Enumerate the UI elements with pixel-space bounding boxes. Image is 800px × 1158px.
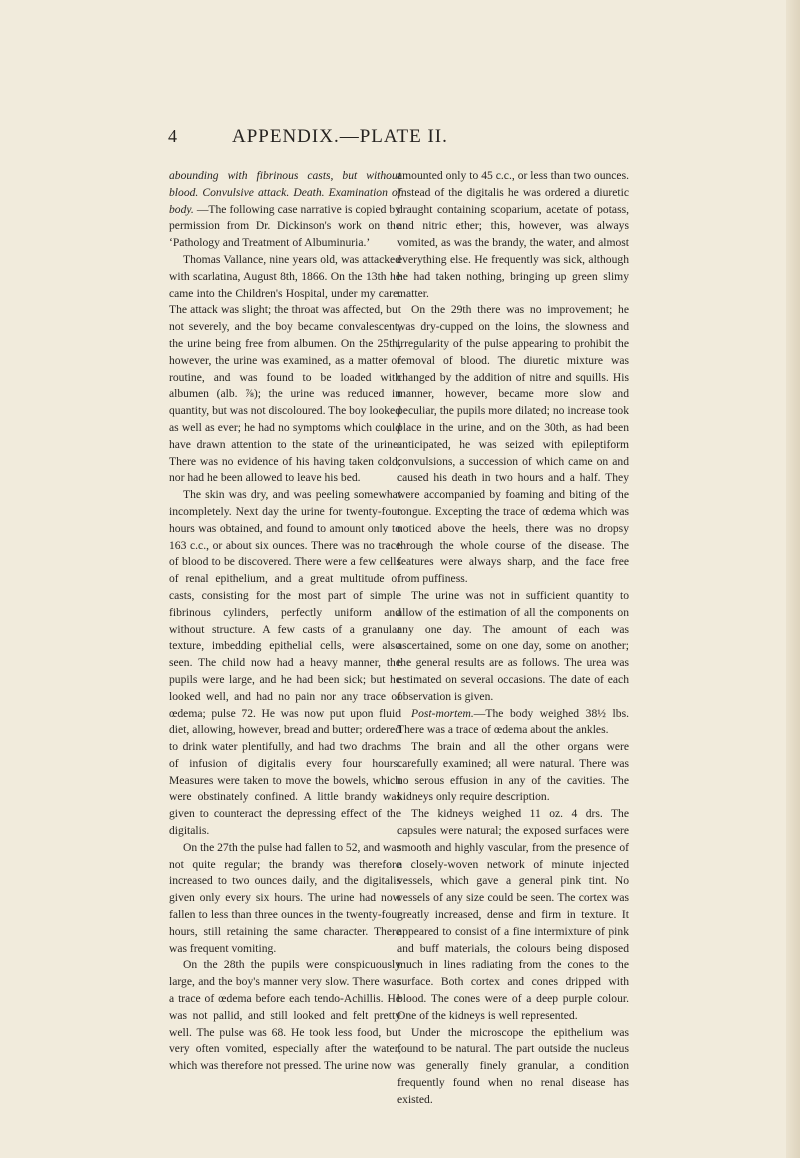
right-column — [397, 168, 629, 1109]
paragraph — [169, 168, 401, 252]
paragraph: On the 27th the pulse had fallen to 52, and was not quite regular; the brandy was therefore increased to two ounces daily, and the digitalis given only every six hours. The urine had now fallen to less than three ounces in the twenty-four hours, still retaining the same character. There was frequent vomiting. — [169, 840, 401, 955]
paragraph: The brain and all the other organs were carefully examined; all were natural. There was no serous effusion in any of the cavities. The kidneys only require description. — [397, 740, 629, 804]
paragraph: The skin was dry, and was peeling somewhat incompletely. Next day the urine for twenty-four hours was obtained, and found to amount only to 163 c.c., or about six ounces. There was no trace of blood to be discovered. There were a few cells of renal epithelium, and a great multitude of casts, consisting for the most part of simple fibrinous cylinders, perfectly uniform and without structure. A few casts of a granular texture, imbedding epithelial cells, were also seen. The child now had a heavy manner, the pupils were large, and he had been sick; but he looked well, and had no pain nor any trace of œdema; pulse 72. He was now put upon fluid diet, allowing, however, bread and butter; ordered to drink water plentifully, and had two drachms of infusion of digitalis every four hours. Measures were taken to move the bowels, which were obstinately confined. A little brandy was given to counteract the depressing effect of the digitalis. — [169, 488, 401, 838]
page-number: 4 — [168, 126, 178, 146]
page-header — [168, 126, 638, 150]
page-edge — [786, 0, 800, 1158]
paragraph: On the 29th there was no improvement; he was dry-cupped on the loins, the slowness and irregularity of the pulse appearing to prohibit the removal of blood. The diuretic mixture was changed by the addition of nitre and squills. His manner, however, became more slow and peculiar, the pupils more dilated; no increase took place in the urine, and on the 30th, as had been anticipated, he was seized with epileptiform convulsions, a succession of which came on and caused his death in two hours and a half. They were accompanied by foaming and biting of the tongue. Excepting the trace of œdema which was noticed above the heels, there was no dropsy through the whole course of the disease. The features were always sharp, and the face free from puffiness. — [397, 303, 629, 586]
paragraph: The kidneys weighed 11 oz. 4 drs. The capsules were natural; the exposed surfaces were smooth and highly vascular, from the presence of a closely-woven network of minute injected vessels, which gave a general pink tint. No vessels of any size could be seen. The cortex was greatly increased, dense and firm in texture. It appeared to consist of a fine intermixture of pink and buff materials, the colours being disposed much in lines radiating from the cones to the surface. Both cortex and cones dripped with blood. The cones were of a deep purple colour. One of the kidneys is well represented. — [397, 807, 629, 1022]
paragraph: The urine was not in sufficient quantity to allow of the estimation of all the components on any one day. The amount of each was ascertained, some on one day, some on another; the general results are as follows. The urea was estimated on several occasions. The date of each observation is given. — [397, 588, 629, 703]
paragraph: Under the microscope the epithelium was found to be natural. The part outside the nucleus was generally finely granular, a condition frequently found when no renal disease has existed. — [397, 1025, 629, 1106]
paragraph: On the 28th the pupils were conspicuously large, and the boy's manner very slow. There was a trace of œdema before each tendo-Achillis. He was not pallid, and still looked and felt pretty well. The pulse was 68. He took less food, but very often vomited, especially after the water, which was therefore not pressed. The urine now — [169, 958, 401, 1073]
left-column — [169, 168, 401, 1075]
italic-heading: Post-mortem. — [411, 706, 474, 720]
paragraph-text: —The body weighed 38½ lbs. There was a trace of œdema about the ankles. — [397, 706, 629, 737]
paragraph: amounted only to 45 c.c., or less than two ounces. Instead of the digitalis he was ordered a diuretic draught containing scoparium, acetate of potass, and nitric ether; this, however, was always vomited, as was the brandy, the water, and almost everything else. He frequently was sick, although he had taken nothing, bringing up green slimy matter. — [397, 169, 629, 300]
paragraph-text: —The following case narrative is copied by permission from Dr. Dickinson's work on the ‘Pathology and Treatment of Albuminuria.’ — [169, 202, 402, 250]
paragraph: Thomas Vallance, nine years old, was attacked with scarlatina, August 8th, 1866. On the 13th he came into the Children's Hospital, under my care. The attack was slight; the throat was affected, but not severely, and the boy became convalescent, the urine being free from albumen. On the 25th, however, the urine was examined, as a matter of routine, and was found to be loaded with albumen (alb. ⅞); the urine was reduced in quantity, but was not discoloured. The boy looked as well as ever; he had no symptoms which could have drawn attention to the state of the urine. There was no evidence of his having taken cold; nor had he been allowed to leave his bed. — [169, 252, 401, 485]
running-title: APPENDIX.—PLATE II. — [232, 126, 448, 147]
paragraph — [397, 706, 629, 740]
italic-heading: abounding with fibrinous casts, but without blood. Convulsive attack. Death. Examination of body. — [169, 169, 401, 216]
